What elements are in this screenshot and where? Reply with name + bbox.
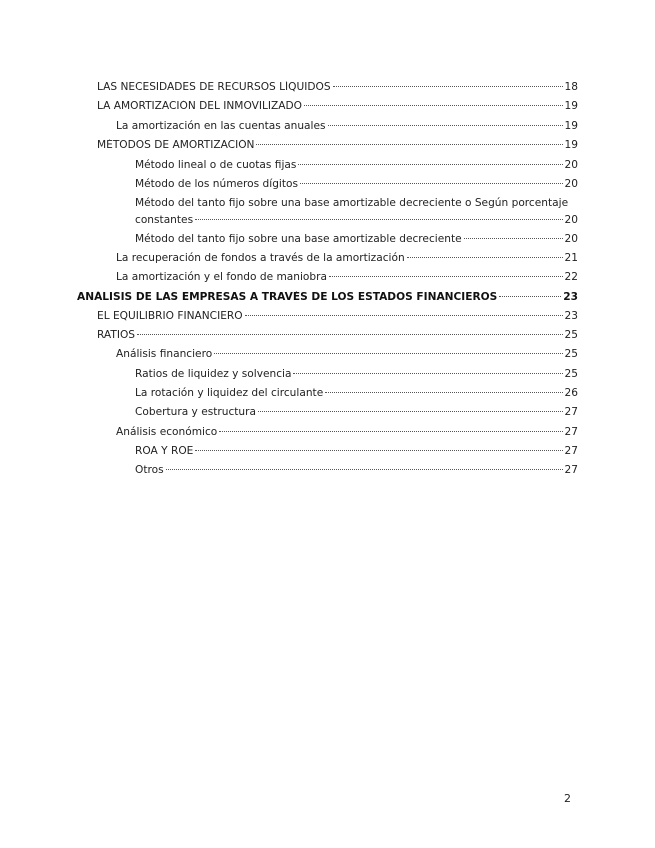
toc-entry-title: LA AMORTIZACIÓN DEL INMOVILIZADO: [97, 100, 302, 112]
toc-entry-title: La amortización y el fondo de maniobra: [116, 271, 327, 283]
toc-entry-page: 20: [564, 159, 578, 171]
toc-entry[interactable]: [135, 464, 578, 477]
toc-entry-page: 20: [564, 214, 578, 226]
dot-leader: [293, 373, 562, 374]
toc-entry-page: 22: [564, 271, 578, 283]
dot-leader: [304, 105, 563, 106]
dot-leader: [328, 125, 563, 126]
page-number: 2: [564, 792, 571, 805]
dot-leader: [298, 164, 562, 165]
toc-entry-page: 20: [564, 233, 578, 245]
toc-entry[interactable]: [97, 329, 578, 342]
toc-entry[interactable]: [97, 81, 578, 94]
toc-entry-title: Cobertura y estructura: [135, 406, 256, 418]
toc-entry-page: 26: [564, 387, 578, 399]
toc-entry[interactable]: [135, 159, 578, 172]
dot-leader: [245, 315, 563, 316]
toc-entry-title: La recuperación de fondos a través de la amortización: [116, 252, 405, 264]
toc-entry-page: 27: [564, 426, 578, 438]
toc-entry[interactable]: [116, 252, 578, 265]
toc-entry[interactable]: [135, 368, 578, 381]
toc-entry-page: 23: [564, 310, 578, 322]
toc-entry[interactable]: [116, 120, 578, 133]
toc-entry-title: ROA Y ROE: [135, 445, 194, 457]
toc-entry-page: 19: [564, 100, 578, 112]
toc-entry-title: Análisis financiero: [116, 348, 213, 360]
toc-entry-page: 20: [564, 178, 578, 190]
dot-leader: [499, 296, 561, 297]
dot-leader: [407, 257, 563, 258]
toc-entry-title: RATIOS: [97, 329, 136, 341]
toc-entry-title: Ratios de liquidez y solvencia: [135, 368, 292, 380]
toc-entry[interactable]: [135, 233, 578, 246]
dot-leader: [219, 431, 562, 432]
toc-entry[interactable]: [135, 445, 578, 458]
toc-entry[interactable]: [135, 406, 578, 419]
dot-leader: [333, 86, 563, 87]
toc-entry-title: LAS NECESIDADES DE RECURSOS LÍQUIDOS: [97, 81, 331, 93]
toc-entry-page: 21: [564, 252, 578, 264]
toc-entry[interactable]: [97, 310, 578, 323]
dot-leader: [325, 392, 562, 393]
toc-entry-title: EL EQUILIBRIO FINANCIERO: [97, 310, 243, 322]
toc-entry-page: 27: [564, 464, 578, 476]
dot-leader: [300, 183, 562, 184]
dot-leader: [214, 353, 562, 354]
toc-entry-page: 25: [564, 329, 578, 341]
toc-entry-title-continued: constantes: [135, 214, 194, 226]
toc-entry[interactable]: [135, 197, 578, 227]
toc-entry-title: La rotación y liquidez del circulante: [135, 387, 324, 399]
toc-entry-page: 25: [564, 348, 578, 360]
dot-leader: [195, 219, 562, 220]
toc-entry[interactable]: [116, 271, 578, 284]
toc-entry-page: 18: [564, 81, 578, 93]
dot-leader: [464, 238, 563, 239]
toc-entry[interactable]: [116, 426, 578, 439]
toc-entry-title: Otros: [135, 464, 164, 476]
dot-leader: [166, 469, 563, 470]
toc-entry-title: Método lineal o de cuotas fijas: [135, 159, 297, 171]
toc-entry-title: Análisis económico: [116, 426, 218, 438]
dot-leader: [258, 411, 563, 412]
toc-entry[interactable]: [135, 387, 578, 400]
toc-entry-title: ANÁLISIS DE LAS EMPRESAS A TRAVÉS DE LOS ESTADOS FINANCIEROS: [77, 291, 498, 303]
toc-entry-page: 25: [564, 368, 578, 380]
dot-leader: [195, 450, 562, 451]
toc-entry[interactable]: [116, 348, 578, 361]
dot-leader: [256, 144, 562, 145]
toc-entry-page: 27: [564, 406, 578, 418]
toc-entry-page: 19: [564, 120, 578, 132]
toc-entry[interactable]: [97, 139, 578, 152]
toc-entry-page: 27: [564, 445, 578, 457]
toc-entry-page: 19: [564, 139, 578, 151]
toc-entry-page: 23: [563, 291, 578, 303]
toc-entry-title: Método del tanto fijo sobre una base amortizable decreciente o Según porcentaje: [135, 197, 569, 209]
toc-entry-title: MÉTODOS DE AMORTIZACIÓN: [97, 139, 255, 151]
toc-entry-title: La amortización en las cuentas anuales: [116, 120, 326, 132]
toc-entry-title: Método de los números dígitos: [135, 178, 299, 190]
dot-leader: [137, 334, 563, 335]
toc-entry[interactable]: [97, 100, 578, 113]
toc-entry-title: Método del tanto fijo sobre una base amortizable decreciente: [135, 233, 462, 245]
toc-entry[interactable]: [135, 178, 578, 191]
dot-leader: [329, 276, 563, 277]
toc-entry-chapter[interactable]: [77, 291, 578, 304]
